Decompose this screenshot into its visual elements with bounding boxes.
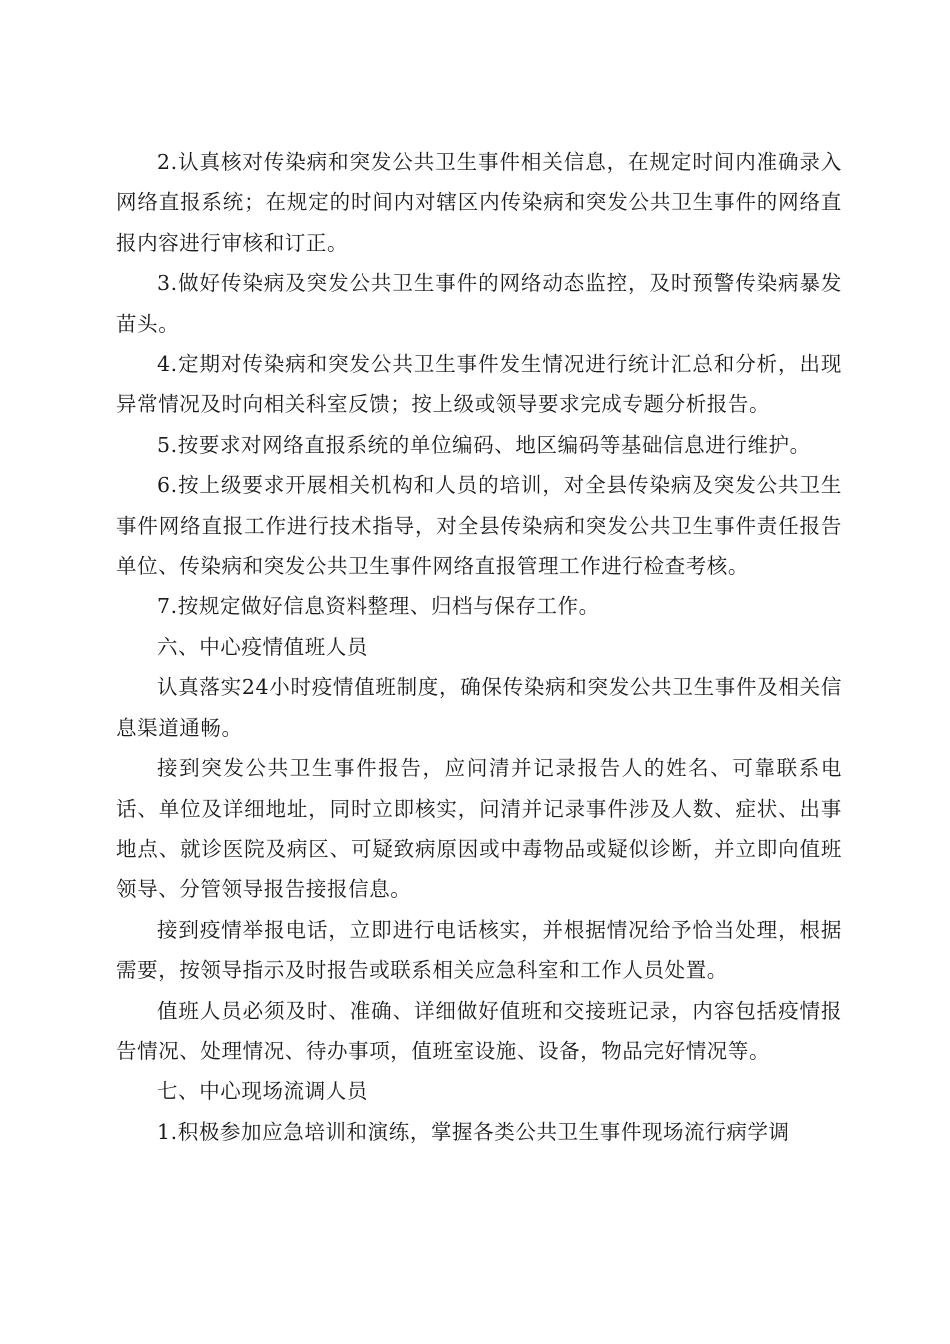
section-heading-duty-staff: 六、中心疫情值班人员 (157, 634, 368, 659)
paragraph-item-4: 4.定期对传染病和突发公共卫生事件发生情况进行统计汇总和分析，出现异常情况及时向相关科室反馈；按上级或领导要求完成专题分析报告。 (116, 352, 842, 417)
section-heading-field-investigation: 七、中心现场流调人员 (157, 1079, 368, 1104)
paragraph-event-report: 接到突发公共卫生事件报告，应问清并记录报告人的姓名、可靠联系电话、单位及详细地址，同时立即核实，问清并记录事件涉及人数、症状、出事地点、就诊医院及病区、可疑致病原因或中毒物品或疑似诊断，并立即向值班领导、分管领导报告接报信息。 (116, 756, 842, 902)
paragraph-item-1-training: 1.积极参加应急培训和演练，掌握各类公共卫生事件现场流行病学调 (157, 1119, 790, 1144)
paragraph-item-2: 2.认真核对传染病和突发公共卫生事件相关信息，在规定时间内准确录入网络直报系统；在规定的时间内对辖区内传染病和突发公共卫生事件的网络直报内容进行审核和订正。 (116, 150, 842, 255)
document-body (116, 142, 842, 1152)
paragraph-report-call: 接到疫情举报电话，立即进行电话核实，并根据情况给予恰当处理，根据需要，按领导指示及时报告或联系相关应急科室和工作人员处置。 (116, 917, 842, 983)
paragraph-duty-records: 值班人员必须及时、准确、详细做好值班和交接班记录，内容包括疫情报告情况、处理情况、待办事项，值班室设施、设备，物品完好情况等。 (116, 998, 842, 1063)
paragraph-item-7: 7.按规定做好信息资料整理、归档与保存工作。 (157, 594, 600, 619)
paragraph-duty-system: 认真落实24小时疫情值班制度，确保传染病和突发公共卫生事件及相关信息渠道通畅。 (116, 675, 842, 740)
paragraph-item-5: 5.按要求对网络直报系统的单位编码、地区编码等基础信息进行维护。 (157, 432, 811, 457)
paragraph-item-3: 3.做好传染病及突发公共卫生事件的网络动态监控，及时预警传染病暴发苗头。 (116, 271, 842, 336)
paragraph-item-6: 6.按上级要求开展相关机构和人员的培训，对全县传染病及突发公共卫生事件网络直报工作进行技术指导，对全县传染病和突发公共卫生事件责任报告单位、传染病和突发公共卫生事件网络直报管理工作进行检查考核。 (116, 473, 842, 579)
